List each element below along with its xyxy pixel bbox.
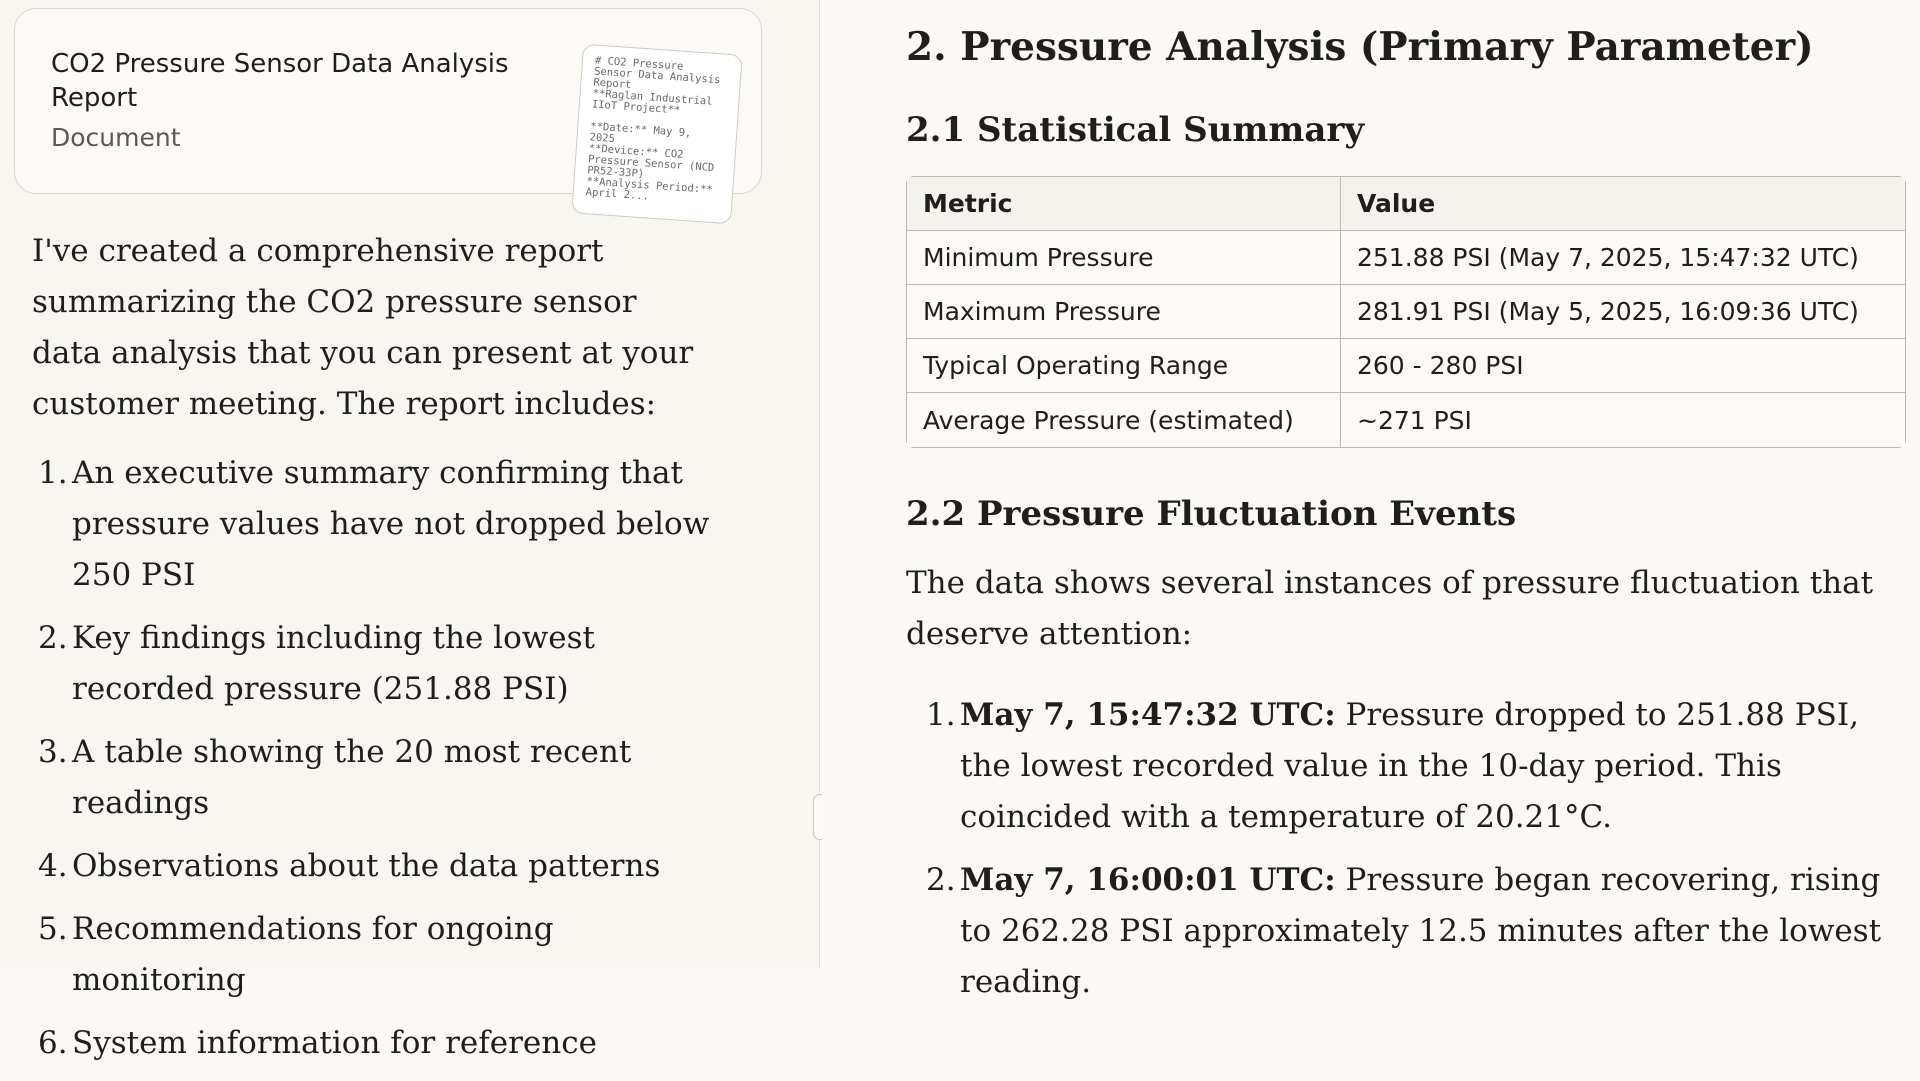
artifact-card[interactable] <box>14 8 762 203</box>
table-row <box>907 339 1905 393</box>
section-heading: 2. Pressure Analysis (Primary Parameter) <box>906 24 1814 70</box>
table-cell: Maximum Pressure <box>907 285 1341 339</box>
table-cell: ~271 PSI <box>1341 393 1905 447</box>
artifact-title: CO2 Pressure Sensor Data Analysis Report <box>51 49 509 113</box>
table-row <box>907 393 1905 447</box>
table-cell: Typical Operating Range <box>907 339 1341 393</box>
assistant-message <box>32 226 712 1081</box>
document-pane <box>822 0 1920 1000</box>
table-cell: 251.88 PSI (May 7, 2025, 15:47:32 UTC) <box>1341 231 1905 285</box>
events-heading: 2.2 Pressure Fluctuation Events <box>906 494 1517 534</box>
event-text: Pressure began recovering, rising to 262.28 PSI approximately 12.5 minutes after the lowest reading. <box>960 862 1882 1000</box>
table-cell: 281.91 PSI (May 5, 2025, 16:09:36 UTC) <box>1341 285 1905 339</box>
events-intro: The data shows several instances of pressure fluctuation that deserve attention: <box>906 565 1874 652</box>
list-item <box>906 690 1906 843</box>
message-intro: I've created a comprehensive report summarizing the CO2 pressure sensor data analysis that you can present at your customer meeting. The report includes: <box>32 233 694 422</box>
table-header-cell: Value <box>1341 177 1905 231</box>
table-header-cell: Metric <box>907 177 1341 231</box>
list-text: Observations about the data patterns <box>72 848 661 884</box>
chat-pane <box>0 0 820 1061</box>
event-text: Pressure dropped to 251.88 PSI, the lowest recorded value in the 10-day period. This coincided with a temperature of 20.21°C. <box>960 697 1859 835</box>
list-number: 1. <box>38 455 68 491</box>
list-number: 4. <box>38 848 68 884</box>
list-number: 5. <box>38 911 68 947</box>
statistics-table <box>906 176 1906 448</box>
list-text: An executive summary confirming that pressure values have not dropped below 250 PSI <box>72 455 710 593</box>
list-text: System information for reference <box>72 1025 597 1061</box>
list-number: 1. <box>926 697 956 733</box>
list-item <box>32 904 712 1006</box>
list-number: 2. <box>38 620 68 656</box>
list-text: Recommendations for ongoing monitoring <box>72 911 554 998</box>
list-number: 2. <box>926 862 956 898</box>
list-item <box>32 448 712 601</box>
table-header-row <box>907 177 1905 231</box>
list-item <box>32 841 712 892</box>
list-number: 3. <box>38 734 68 770</box>
event-timestamp: May 7, 15:47:32 UTC: <box>960 697 1336 733</box>
list-item <box>32 727 712 829</box>
table-cell: Minimum Pressure <box>907 231 1341 285</box>
list-item <box>32 613 712 715</box>
table-row <box>907 285 1905 339</box>
list-item <box>906 855 1906 1008</box>
event-timestamp: May 7, 16:00:01 UTC: <box>960 862 1336 898</box>
list-text: Key findings including the lowest recorded pressure (251.88 PSI) <box>72 620 596 707</box>
artifact-thumbnail: # CO2 Pressure Sensor Data Analysis Report **Raglan Industrial IIoT Project** **Date:** May 9, 2025 **Device:** CO2 Pressure Sensor (NCD PR52-33P) **Analysis Period:** April 2... <box>571 44 742 225</box>
list-number: 6. <box>38 1025 68 1061</box>
table-cell: 260 - 280 PSI <box>1341 339 1905 393</box>
table-row <box>907 231 1905 285</box>
summary-heading: 2.1 Statistical Summary <box>906 110 1365 150</box>
message-list <box>32 448 712 1069</box>
artifact-type-label: Document <box>51 123 181 152</box>
list-item <box>32 1018 712 1069</box>
table-cell: Average Pressure (estimated) <box>907 393 1341 447</box>
events-list <box>906 690 1906 1020</box>
list-text: A table showing the 20 most recent readings <box>72 734 632 821</box>
